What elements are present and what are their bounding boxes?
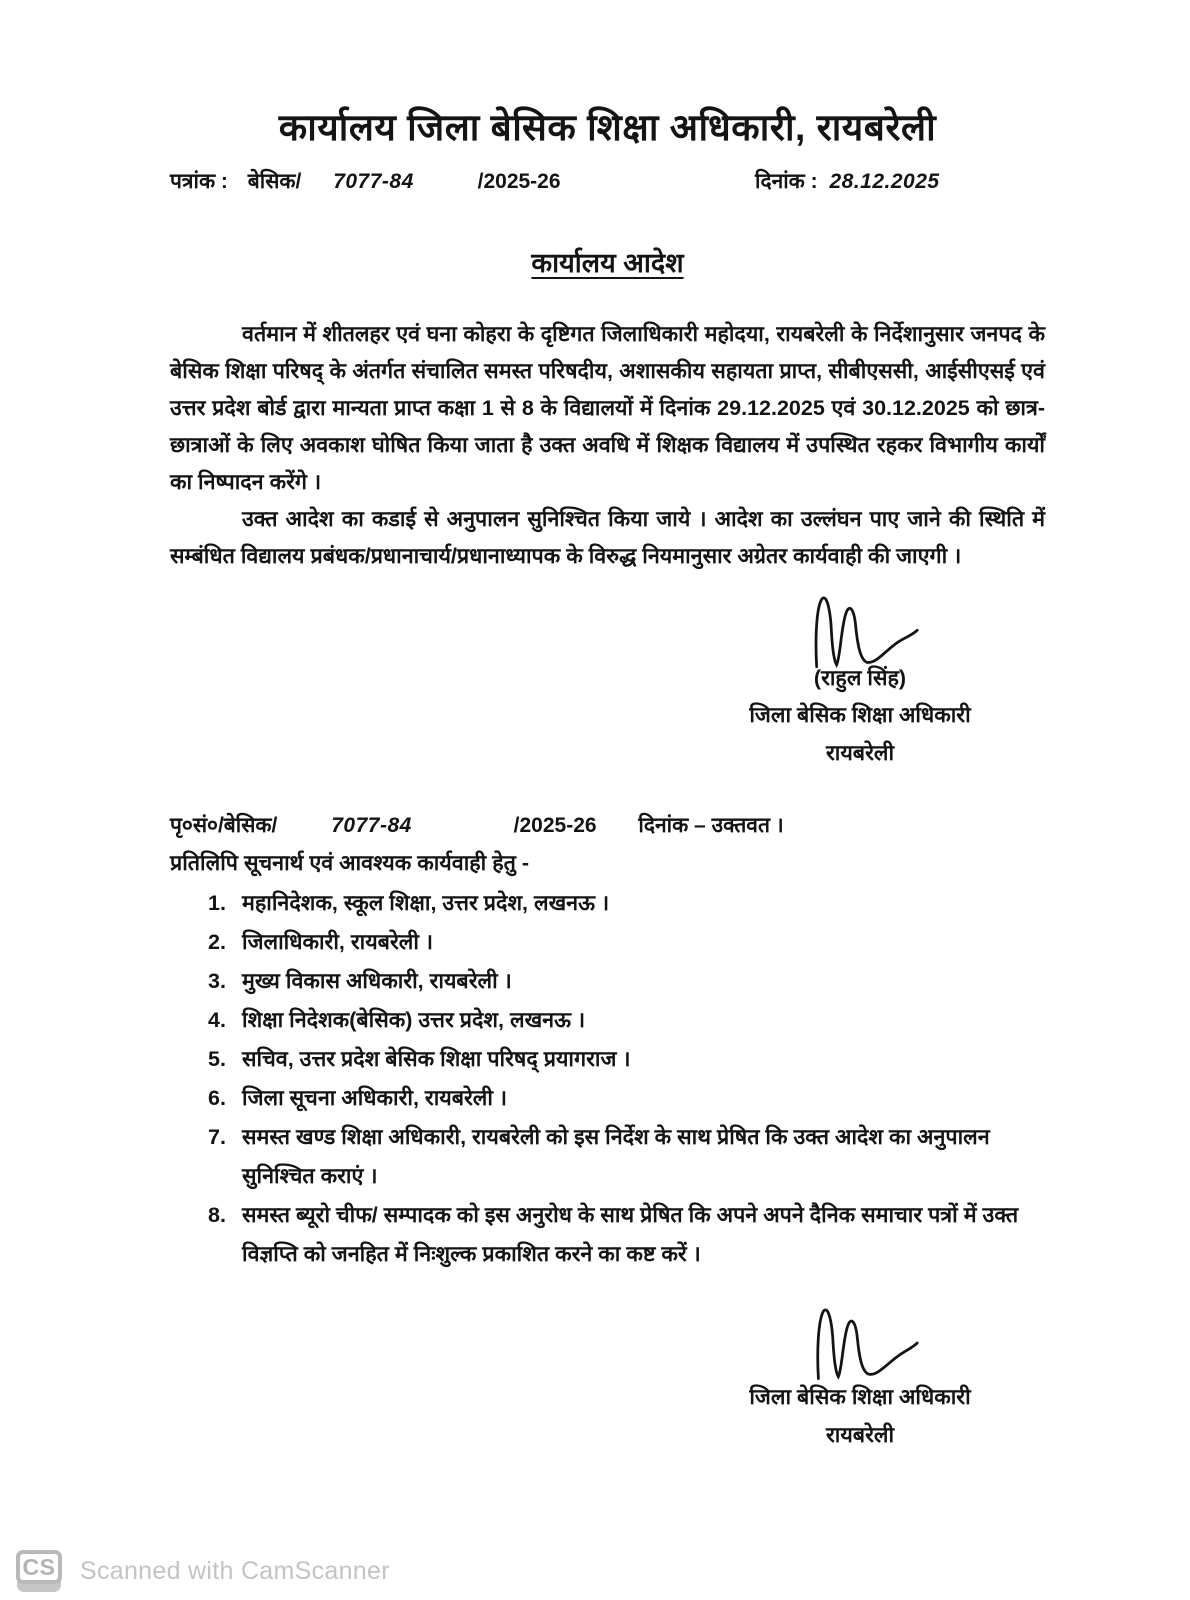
letter-content: [170, 0, 1045, 1449]
list-item-number: 3.: [208, 969, 226, 993]
list-item-text: जिला सूचना अधिकारी, रायबरेली ।: [242, 1086, 508, 1110]
endorsement-ref-value: 7077-84: [331, 814, 412, 837]
copy-list: [170, 884, 1045, 1274]
list-item: [170, 1079, 1045, 1118]
signatory-place: रायबरेली: [825, 741, 895, 765]
office-title: कार्यालय जिला बेसिक शिक्षा अधिकारी, रायबरेली: [278, 107, 937, 148]
signatory-designation: जिला बेसिक शिक्षा अधिकारी: [749, 1385, 971, 1409]
list-item-text: सचिव, उत्तर प्रदेश बेसिक शिक्षा परिषद् प्रयागराज ।: [242, 1047, 631, 1071]
signature-scribble-icon: [795, 593, 925, 671]
list-item-number: 1.: [208, 891, 226, 915]
list-item-text: महानिदेशक, स्कूल शिक्षा, उत्तर प्रदेश, लखनऊ ।: [242, 891, 610, 915]
list-item-number: 4.: [208, 1008, 226, 1032]
letter-no-label: पत्रांक :: [170, 170, 228, 193]
signature-block-2: [705, 1304, 1015, 1449]
date-value: 28.12.2025: [829, 170, 940, 193]
signatory-name: (राहुल सिंह): [813, 666, 907, 690]
list-item: [170, 884, 1045, 923]
date-label: दिनांक :: [755, 170, 818, 193]
letter-no-prefix: बेसिक/: [247, 170, 302, 193]
letter-no-suffix: /2025-26: [477, 170, 561, 193]
list-item-text: शिक्षा निदेशक(बेसिक) उत्तर प्रदेश, लखनऊ ।: [242, 1008, 586, 1032]
list-item: [170, 923, 1045, 962]
list-item-text: जिलाधिकारी, रायबरेली ।: [242, 930, 434, 954]
order-paragraph-2: उक्त आदेश का कडाई से अनुपालन सुनिश्चित किया जाये । आदेश का उल्लंघन पाए जाने की स्थिति में सम्बंधित विद्यालय प्रबंधक/प्रधानाचार्य/प्रधानाध्यापक के विरुद्ध नियमानुसार अग्रेतर कार्यवाही की जाएगी ।: [170, 507, 1045, 568]
list-item-number: 8.: [208, 1203, 226, 1227]
list-item-text: समस्त ब्यूरो चीफ/ सम्पादक को इस अनुरोध के साथ प्रेषित कि अपने अपने दैनिक समाचार पत्रों में उक्त विज्ञप्ति को जनहित में निःशुल्क प्रकाशित करने का कष्ट करें ।: [242, 1203, 1019, 1266]
order-paragraph-1: वर्तमान में शीतलहर एवं घना कोहरा के दृष्टिगत जिलाधिकारी महोदया, रायबरेली के निर्देशानुसार जनपद के बेसिक शिक्षा परिषद् के अंतर्गत संचालित समस्त परिषदीय, अशासकीय सहायता प्राप्त, सीबीएससी, आईसीएसई एवं उत्तर प्रदेश बोर्ड द्वारा मान्यता प्राप्त कक्षा 1 से 8 के विद्यालयों में दिनांक 29.12.2025 एवं 30.12.2025 को छात्र-छात्राओं के लिए अवकाश घोषित किया जाता है उक्त अवधि में शिक्षक विद्यालय में उपस्थित रहकर विभागीय कार्यों का निष्पादन करेंगे ।: [170, 322, 1045, 494]
signature-scribble-icon: [795, 1304, 925, 1382]
camscanner-footer: [16, 1550, 390, 1592]
list-item: [170, 1040, 1045, 1079]
endorsement-date: दिनांक – उक्तवत ।: [638, 814, 784, 837]
list-item-number: 7.: [208, 1125, 226, 1149]
order-heading: कार्यालय आदेश: [531, 248, 684, 278]
list-item-text: समस्त खण्ड शिक्षा अधिकारी, रायबरेली को इस निर्देश के साथ प्रेषित कि उक्त आदेश का अनुपालन सुनिश्चित कराएं ।: [242, 1125, 990, 1188]
letter-date-group: [755, 167, 940, 195]
camscanner-logo-text: CS: [16, 1550, 62, 1584]
copy-heading: प्रतिलिपि सूचनार्थ एवं आवश्यक कार्यवाही हेतु -: [170, 851, 530, 875]
list-item-number: 6.: [208, 1086, 226, 1110]
list-item-number: 5.: [208, 1047, 226, 1071]
signatory-place: रायबरेली: [825, 1423, 895, 1447]
letter-number-row: [170, 167, 1045, 197]
letter-number-group: [170, 170, 561, 193]
list-item: [170, 1001, 1045, 1040]
list-item-number: 2.: [208, 930, 226, 954]
signatory-designation: जिला बेसिक शिक्षा अधिकारी: [749, 703, 971, 727]
camscanner-logo-icon: [16, 1550, 62, 1592]
list-item: [170, 1118, 1045, 1196]
list-item: [170, 1196, 1045, 1274]
endorsement-ref-row: [170, 811, 1045, 839]
list-item-text: मुख्य विकास अधिकारी, रायबरेली ।: [242, 969, 512, 993]
signature-block-1: [705, 593, 1015, 767]
list-item: [170, 962, 1045, 1001]
endorsement-ref-label: पृ०सं०/बेसिक/: [170, 814, 278, 837]
camscanner-watermark-text: Scanned with CamScanner: [80, 1556, 390, 1585]
endorsement-ref-suffix: /2025-26: [513, 814, 597, 837]
letter-no-value: 7077-84: [333, 170, 414, 193]
